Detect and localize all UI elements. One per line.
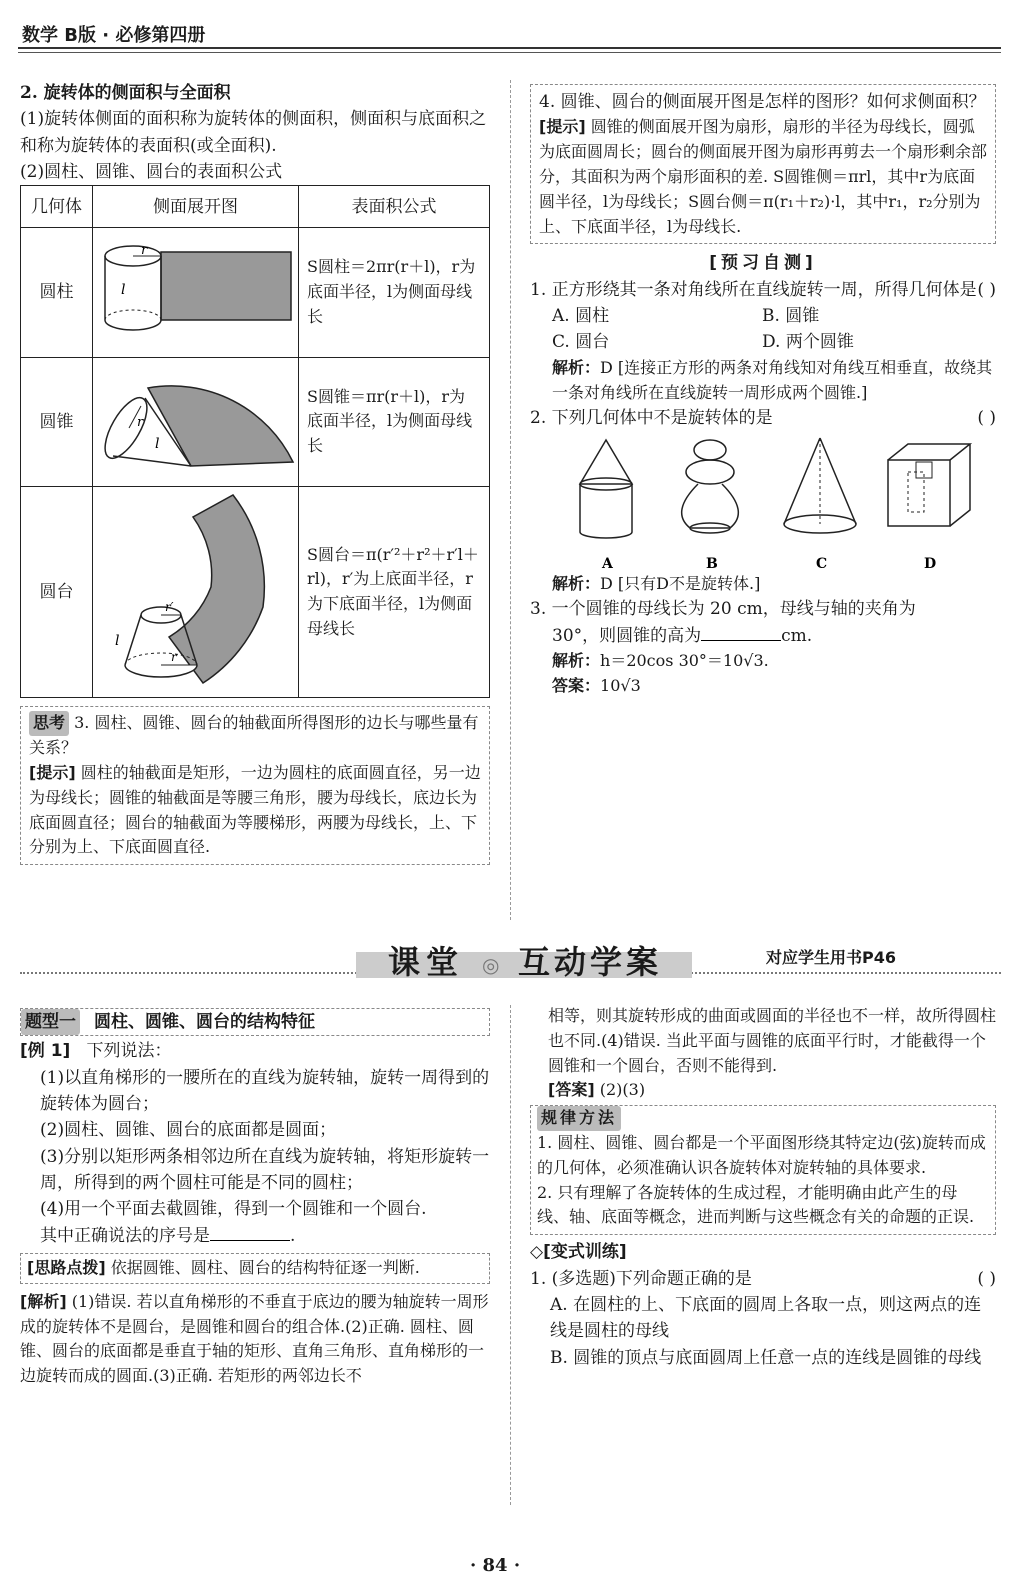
right-bottom-section	[530, 1004, 996, 1371]
p3-ans-label: 答案：	[552, 675, 601, 695]
section-title-b: 互动学案	[518, 943, 663, 981]
p3-sol-label: 解析：	[552, 651, 601, 671]
p3-question-a: 3. 一个圆锥的母线长为 20 cm，母线与轴的夹角为	[530, 599, 916, 620]
method-tag: 规律方法	[537, 1106, 621, 1131]
left-bottom-section: 题型一 圆柱、圆锥、圆台的结构特征 [例 1] 下列说法： (1)以直角梯形的一腰所在的直线为旋转轴，旋转一周得到的旋转体为圆台； (2)圆柱、圆锥、圆台的底面都是圆面； (3)分别以矩形两条相邻边所在直线为旋转轴，将矩形旋转一周，所得到的两个圆柱可能是不同的圆柱； (4)用一个平面去截圆锥，得到一个圆锥和一个圆台. 其中正确说法的序号是 . [思路点拨] 依据圆锥、圆柱、圆台的结构特征逐一判断. [解析] (1)错误. 若以直角梯形的不垂直于底边的腰为轴旋转一周形成的旋转体不是圆台，是圆锥和圆台的组合体.(2)正确. 圆柱、圆锥、圆台的底面都是垂直于轴的矩形、直角三角形、直角梯形的一边旋转而成的圆面.(3)正确. 若矩形的两邻边长不	[20, 1008, 490, 1389]
book-header: 数学 B版 · 必修第四册	[22, 25, 206, 46]
svg-text:B: B	[706, 555, 718, 572]
variant-option-a: A. 在圆柱的上、下底面的圆周上各取一点，则这两点的连线是圆柱的母线	[550, 1294, 982, 1342]
p1-option-d: D. 两个圆锥	[762, 332, 854, 353]
example-item-4: (4)用一个平面去截圆锥，得到一个圆锥和一个圆台.	[40, 1199, 427, 1220]
think-question: 3. 圆柱、圆锥、圆台的轴截面所得图形的边长与哪些量有关系？	[29, 713, 479, 758]
p1-solution: D [连接正方形的两条对角线知对角线互相垂直，故绕其一条对角线所在直线旋转一周形成两个圆锥.]	[552, 357, 993, 402]
svg-text:r′: r′	[165, 600, 174, 615]
svg-text:r: r	[137, 414, 144, 430]
surface-area-table	[20, 185, 490, 698]
example-blank	[210, 1240, 290, 1241]
para-2: (2)圆柱、圆锥、圆台的表面积公式	[20, 162, 283, 183]
p3-question-c: cm.	[781, 625, 813, 646]
hint-label: [提示]	[29, 763, 76, 782]
p1-question: 1. 正方形绕其一条对角线所在直线旋转一周，所得几何体是	[530, 279, 977, 300]
formula-frustum: S圆台＝π(r′²＋r²＋r′l＋rl)，r′为上底面半径，r为下底面半径，l为侧面母线长	[299, 487, 490, 698]
formula-cone: S圆锥＝πr(r＋l)，r为底面半径，l为侧面母线长	[299, 357, 490, 486]
svg-text:l: l	[121, 282, 126, 299]
method-1: 1. 圆柱、圆锥、圆台都是一个平面图形绕其特定边(弦)旋转而成的几何体，必须准确认识各旋转体对旋转轴的具体要求.	[537, 1132, 986, 1177]
svg-text:C: C	[816, 555, 828, 572]
solution-continued: 相等，则其旋转形成的曲面或圆面的半径也不一样，故所得圆柱也不同.(4)错误. 当此平面与圆锥的底面平行时，才能截得一个圆锥和一个圆台，否则不能得到.	[548, 1006, 997, 1075]
answer-label: [答案]	[548, 1080, 595, 1100]
p3-question-b: 30°，则圆锥的高为	[552, 625, 702, 646]
section-heading: 2. 旋转体的侧面积与全面积	[20, 83, 231, 103]
solution-text: (1)错误. 若以直角梯形的不垂直于底边的腰为轴旋转一周形成的旋转体不是圆台，是圆锥和圆台的组合体.(2)正确. 圆柱、圆锥、圆台的底面都是垂直于轴的矩形、直角三角形、直角梯形的一边旋转而成的圆面.(3)正确. 若矩形的两邻边长不	[20, 1291, 489, 1386]
variant-label: ◇[变式训练]	[530, 1242, 627, 1263]
p1-paren: ( )	[977, 279, 996, 300]
svg-text:A: A	[602, 555, 613, 572]
svg-text:l: l	[155, 435, 160, 452]
type-heading	[20, 1008, 490, 1036]
col-header-net: 侧面展开图	[93, 186, 299, 228]
example-label: [例 1]	[20, 1041, 71, 1062]
section-ref: 对应学生用书P46	[766, 948, 896, 967]
cone-net-figure	[93, 357, 299, 486]
variant-q1: 1. (多选题)下列命题正确的是	[530, 1268, 752, 1289]
formula-cylinder: S圆柱＝2πr(r＋l)，r为底面半径，l为侧面母线长	[299, 228, 490, 357]
col-header-formula: 表面积公式	[299, 186, 490, 228]
p2-paren: ( )	[977, 408, 996, 429]
q4-hint: 圆锥的侧面展开图为扇形，扇形的半径为母线长，圆弧为底面圆周长；圆台的侧面展开图为扇形再剪去一个扇形剩余部分，其面积为两个扇形面积的差. S圆锥侧＝πrl，其中r为底面圆半径，l为母线长；S圆台侧＝π(r₁＋r₂)·l，其中r₁，r₂分别为上、下底面半径，l为母线长.	[539, 117, 988, 236]
idea-label: [思路点拨]	[27, 1258, 106, 1278]
section-title-a: 课堂	[388, 943, 465, 981]
p3-blank	[701, 640, 781, 641]
think-box	[20, 706, 490, 865]
example-item-1: (1)以直角梯形的一腰所在的直线为旋转轴，旋转一周得到的旋转体为圆台；	[40, 1067, 490, 1115]
section-title-separator: ◎	[482, 953, 500, 977]
think-hint: 圆柱的轴截面是矩形，一边为圆柱的底面圆直径，另一边为母线长；圆锥的轴截面是等腰三角形，腰为母线长，底边长为底面圆直径；圆台的轴截面为等腰梯形，两腰为母线长，上、下分别为上、下底面圆直径.	[29, 763, 481, 857]
p1-sol-label: 解析：	[552, 357, 601, 377]
p1-option-b: B. 圆锥	[762, 306, 820, 327]
idea-box	[20, 1253, 490, 1284]
solution-label: [解析]	[20, 1291, 67, 1311]
q4-box	[530, 84, 996, 244]
left-top-section	[20, 80, 490, 865]
answer-text: (2)(3)	[599, 1080, 646, 1100]
p2-sol-label: 解析：	[552, 573, 601, 593]
row-name-cone: 圆锥	[21, 357, 93, 486]
svg-text:D: D	[924, 555, 937, 572]
header-rule	[18, 47, 1001, 49]
type-title: 圆柱、圆锥、圆台的结构特征	[94, 1012, 315, 1032]
variant-option-b: B. 圆锥的顶点与底面圆周上任意一点的连线是圆锥的母线	[550, 1347, 982, 1368]
p2-solution: D [只有D不是旋转体.]	[600, 573, 761, 593]
example-item-3: (3)分别以矩形两条相邻边所在直线为旋转轴，将矩形旋转一周，所得到的两个圆柱可能是不同的圆柱；	[40, 1146, 490, 1194]
p1-option-c: C. 圆台	[552, 332, 610, 353]
row-name-frustum: 圆台	[21, 487, 93, 698]
svg-text:r: r	[141, 243, 148, 259]
cylinder-net-figure	[93, 228, 299, 357]
type-tag: 题型一	[21, 1009, 80, 1035]
right-top-section	[530, 84, 996, 699]
header-rule-thin	[18, 52, 1001, 53]
think-tag: 思考	[29, 711, 69, 736]
column-divider-bottom	[510, 1005, 511, 1505]
idea-text: 依据圆锥、圆柱、圆台的结构特征逐一判断.	[110, 1258, 420, 1278]
p2-figures	[530, 432, 996, 572]
frustum-net-figure	[93, 487, 299, 698]
example-question: 其中正确说法的序号是	[40, 1225, 210, 1246]
q4-hint-label: [提示]	[539, 117, 586, 137]
col-header-solid: 几何体	[21, 186, 93, 228]
column-divider	[510, 80, 511, 920]
svg-text:l: l	[115, 633, 120, 650]
p3-solution: h＝20cos 30°＝10√3.	[600, 651, 769, 671]
variant-paren: ( )	[977, 1268, 996, 1289]
p1-option-a: A. 圆柱	[552, 306, 610, 327]
example-intro: 下列说法：	[86, 1041, 172, 1062]
p3-answer: 10√3	[600, 675, 641, 695]
q4-question: 4. 圆锥、圆台的侧面展开图是怎样的图形？如何求侧面积？	[539, 92, 986, 112]
p2-question: 2. 下列几何体中不是旋转体的是	[530, 408, 773, 429]
method-2: 2. 只有理解了各旋转体的生成过程，才能明确由此产生的母线、轴、底面等概念，进而判断与这些概念有关的命题的正误.	[537, 1182, 975, 1227]
method-box	[530, 1105, 996, 1235]
para-1: (1)旋转体侧面的面积称为旋转体的侧面积，侧面积与底面积之和称为旋转体的表面积(或全面积).	[20, 109, 487, 156]
row-name-cylinder: 圆柱	[21, 228, 93, 357]
page-number: · 84 ·	[470, 1555, 521, 1576]
preview-title: [预习自测]	[709, 253, 817, 274]
example-item-2: (2)圆柱、圆锥、圆台的底面都是圆面；	[40, 1120, 337, 1141]
svg-text:r: r	[171, 650, 177, 665]
